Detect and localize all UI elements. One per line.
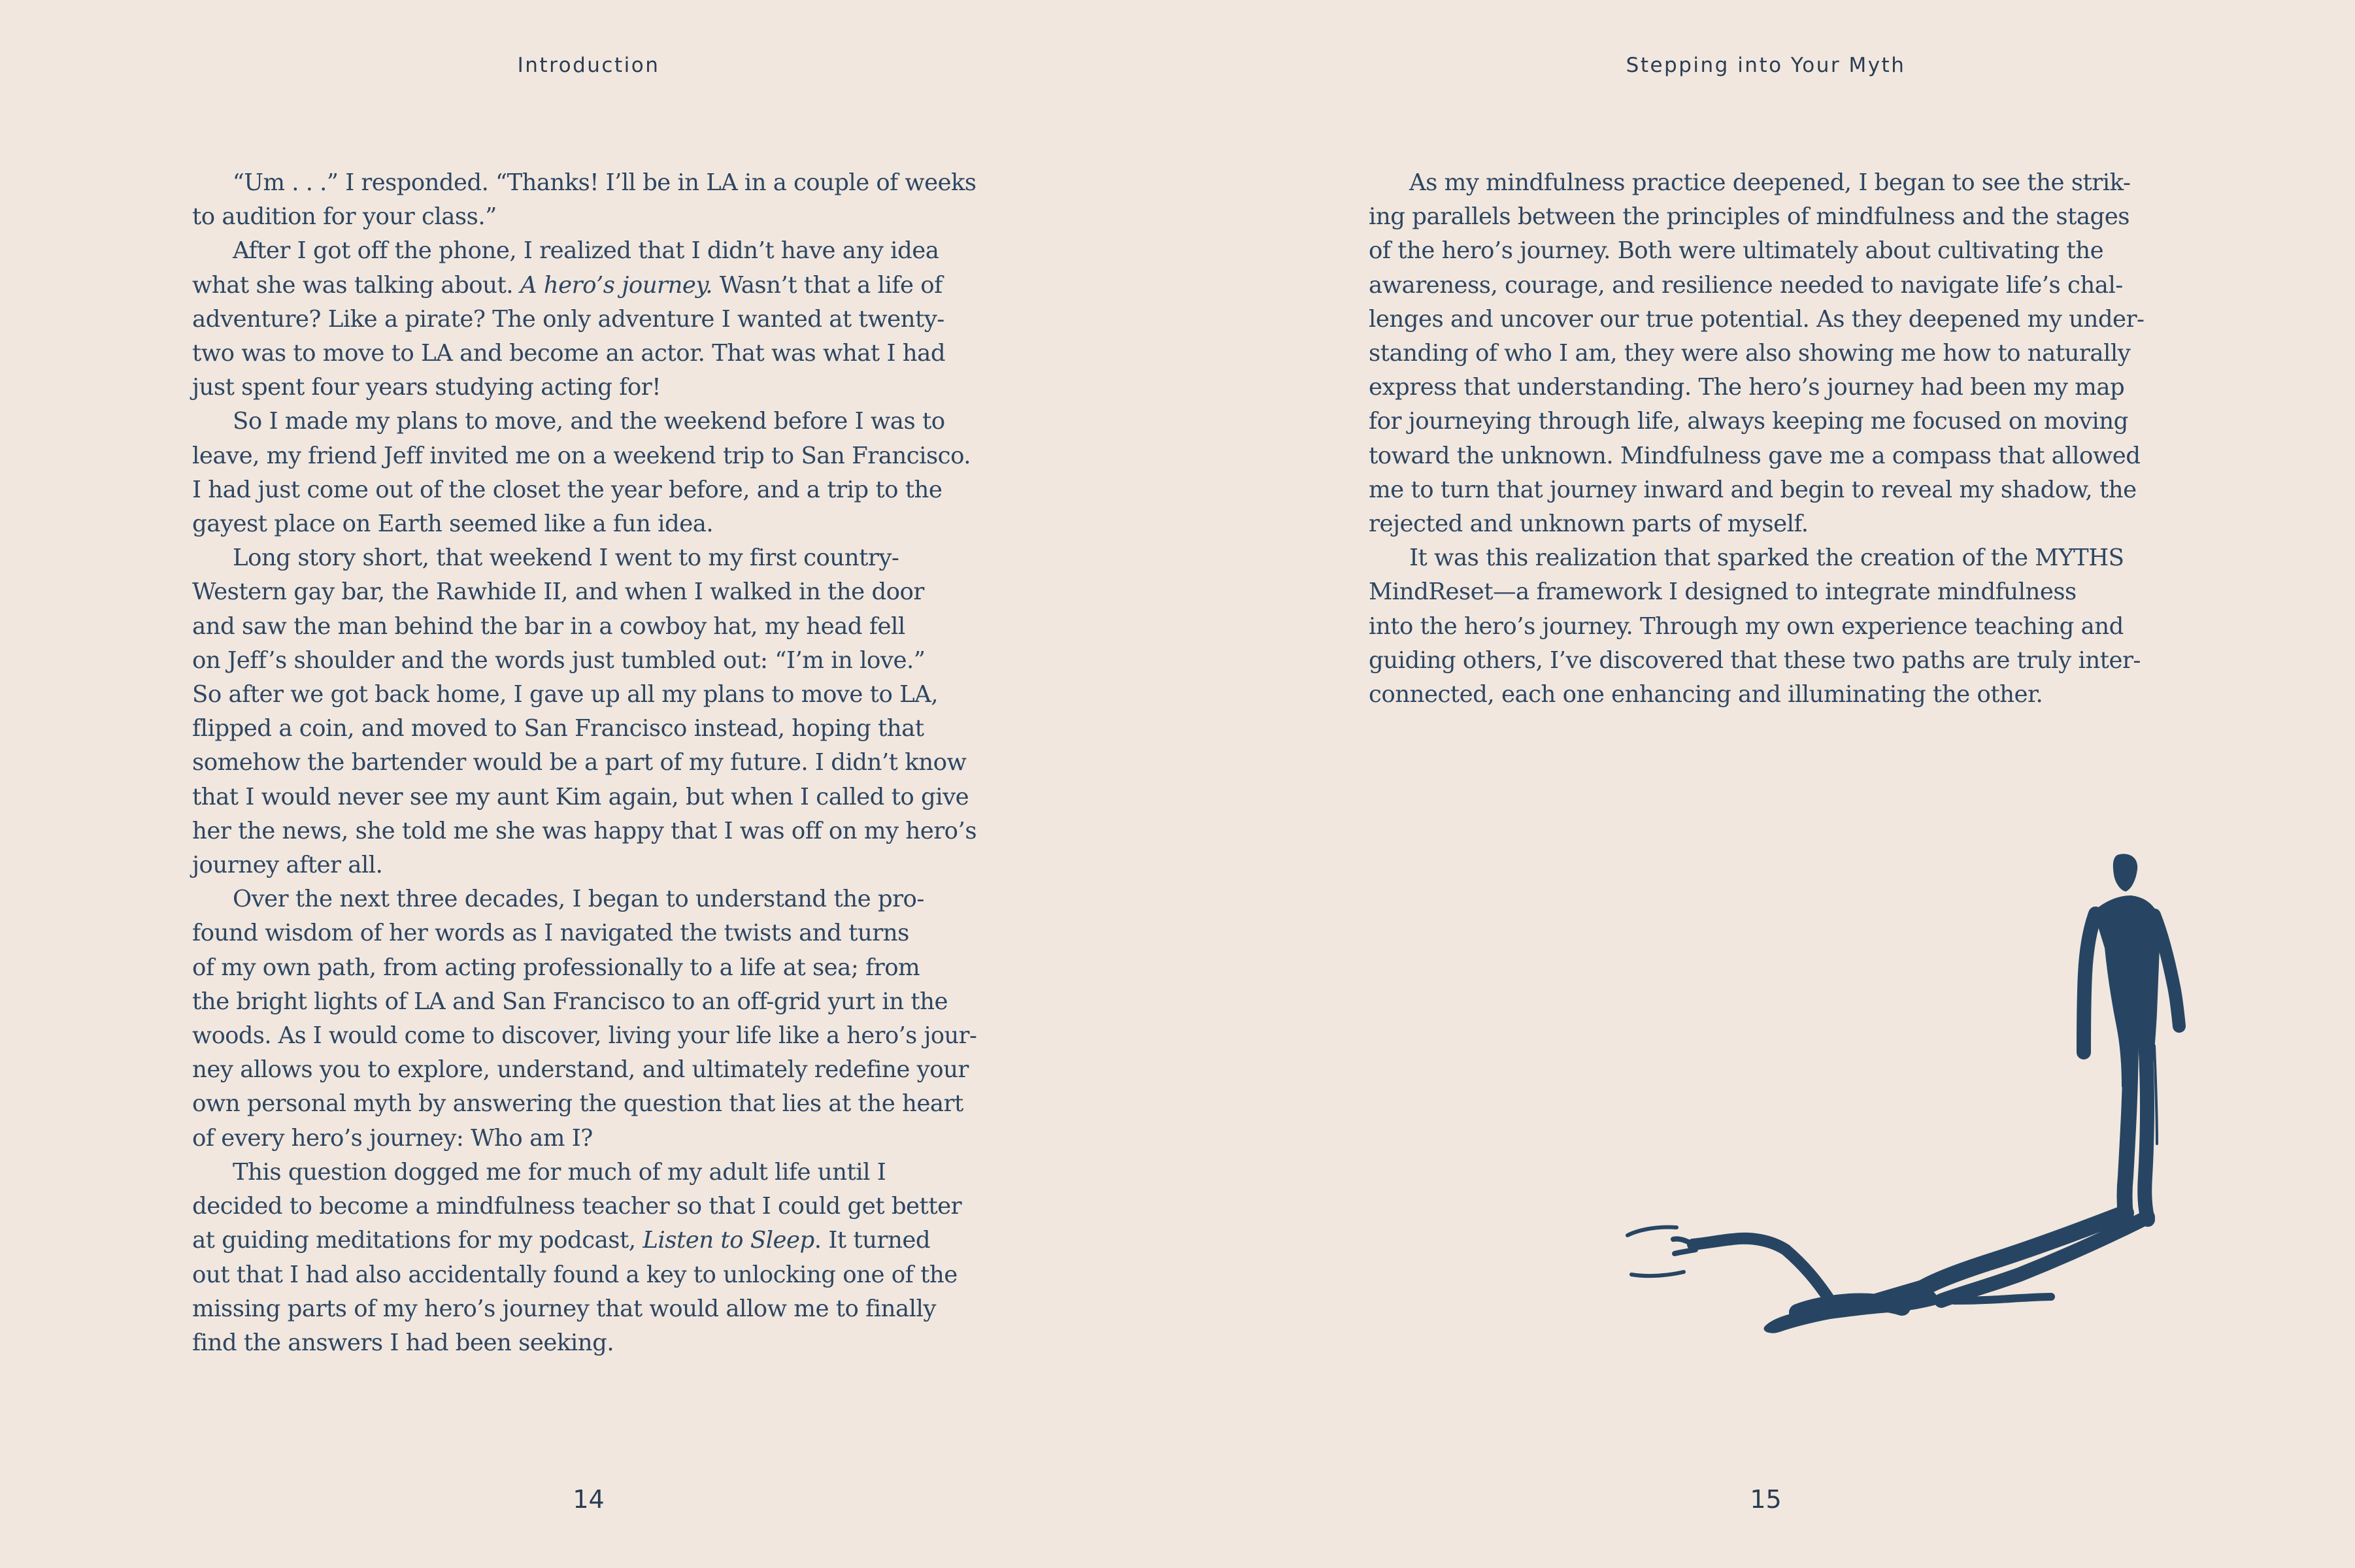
- text-line: [192, 337, 977, 371]
- text-line: [1369, 439, 2153, 473]
- text-segment: decided to become a mindfulness teacher so that I could get better: [192, 1193, 962, 1220]
- page-number-right: 15: [1750, 1485, 1782, 1514]
- text-line: [192, 473, 977, 507]
- text-line: [192, 678, 977, 712]
- text-segment: toward the unknown. Mindfulness gave me a compass that allowed: [1369, 442, 2141, 469]
- text-line: [1369, 610, 2153, 644]
- text-segment: on Jeff’s shoulder and the words just tumbled out: “I’m in love.”: [192, 646, 926, 674]
- page-number-left: 14: [573, 1485, 605, 1514]
- text-segment: her the news, she told me she was happy that I was off on my hero’s: [192, 817, 977, 844]
- text-line: [192, 1190, 977, 1224]
- text-segment: what she was talking about.: [192, 271, 520, 299]
- text-segment: gayest place on Earth seemed like a fun idea.: [192, 510, 714, 538]
- italic-title: A hero’s journey.: [520, 271, 713, 299]
- text-segment: somehow the bartender would be a part of my future. I didn’t know: [192, 749, 967, 776]
- text-line: [192, 405, 977, 439]
- text-line: [192, 610, 977, 644]
- text-line: [1369, 269, 2153, 303]
- text-segment: connected, each one enhancing and illuminating the other.: [1369, 681, 2043, 709]
- text-line: [1369, 303, 2153, 337]
- text-segment: for journeying through life, always keeping me focused on moving: [1369, 408, 2128, 435]
- text-line: [192, 1224, 977, 1258]
- text-segment: missing parts of my hero’s journey that would allow me to finally: [192, 1295, 936, 1322]
- text-segment: As my mindfulness practice deepened, I began to see the strik-: [1409, 169, 2131, 196]
- running-head-right: Stepping into Your Myth: [1626, 54, 1906, 77]
- text-line: [192, 1326, 977, 1360]
- text-line: [192, 269, 977, 303]
- text-line: [192, 1156, 977, 1190]
- text-segment: that I would never see my aunt Kim again, but when I called to give: [192, 783, 969, 810]
- text-line: [192, 1122, 977, 1156]
- text-line: [192, 507, 977, 541]
- text-line: [1369, 405, 2153, 439]
- text-line: [192, 1258, 977, 1292]
- text-segment: So after we got back home, I gave up all my plans to move to LA,: [192, 681, 939, 709]
- text-line: [1369, 166, 2153, 200]
- text-line: [192, 951, 977, 985]
- left-page-body: [192, 166, 977, 1360]
- text-segment: I had just come out of the closet the year before, and a trip to the: [192, 476, 943, 503]
- text-line: [192, 439, 977, 473]
- text-segment: Western gay bar, the Rawhide II, and when I walked in the door: [192, 578, 924, 606]
- text-line: [1369, 200, 2153, 234]
- text-segment: of every hero’s journey: Who am I?: [192, 1124, 593, 1152]
- text-line: [192, 1292, 977, 1326]
- text-segment: into the hero’s journey. Through my own experience teaching and: [1369, 612, 2124, 640]
- text-line: [192, 303, 977, 337]
- text-segment: Wasn’t that a life of: [712, 271, 943, 299]
- text-segment: This question dogged me for much of my adult life until I: [233, 1158, 886, 1186]
- text-segment: express that understanding. The hero’s journey had been my map: [1369, 374, 2125, 401]
- text-line: [1369, 473, 2153, 507]
- text-segment: at guiding meditations for my podcast,: [192, 1227, 643, 1254]
- text-line: [192, 746, 977, 780]
- text-line: [192, 848, 977, 882]
- text-segment: journey after all.: [192, 852, 383, 879]
- text-segment: So I made my plans to move, and the weekend before I was to: [233, 408, 945, 435]
- text-segment: ney allows you to explore, understand, and ultimately redefine your: [192, 1056, 969, 1084]
- left-page: [0, 0, 1177, 1568]
- text-line: [192, 166, 977, 200]
- text-line: [1369, 541, 2153, 575]
- text-line: [1369, 507, 2153, 541]
- text-segment: adventure? Like a pirate? The only adventure I wanted at twenty-: [192, 305, 944, 333]
- text-segment: Long story short, that weekend I went to my first country-: [233, 544, 899, 572]
- text-segment: woods. As I would come to discover, living your life like a hero’s jour-: [192, 1022, 977, 1050]
- text-segment: rejected and unknown parts of myself.: [1369, 510, 1809, 538]
- text-line: [192, 644, 977, 678]
- running-head-left: Introduction: [517, 54, 660, 77]
- text-segment: of my own path, from acting professionally to a life at sea; from: [192, 954, 920, 981]
- text-line: [192, 780, 977, 814]
- text-segment: It was this realization that sparked the creation of the MYTHS: [1409, 544, 2124, 572]
- text-line: [1369, 678, 2153, 712]
- text-segment: find the answers I had been seeking.: [192, 1329, 614, 1356]
- text-line: [1369, 644, 2153, 678]
- text-segment: “Um . . .” I responded. “Thanks! I’ll be in LA in a couple of weeks: [232, 169, 977, 196]
- figure-with-shadow-illustration: [1614, 850, 2203, 1333]
- text-segment: . It turned: [814, 1227, 931, 1254]
- text-line: [192, 814, 977, 848]
- text-segment: out that I had also accidentally found a key to unlocking one of the: [192, 1261, 958, 1288]
- text-segment: own personal myth by answering the question that lies at the heart: [192, 1090, 963, 1118]
- italic-title: Listen to Sleep: [643, 1227, 814, 1254]
- text-line: [1369, 337, 2153, 371]
- text-segment: and saw the man behind the bar in a cowboy hat, my head fell: [192, 612, 905, 640]
- text-line: [1369, 234, 2153, 268]
- right-page-body: [1369, 166, 2153, 712]
- text-line: [192, 541, 977, 575]
- text-line: [192, 882, 977, 916]
- text-segment: leave, my friend Jeff invited me on a weekend trip to San Francisco.: [192, 442, 971, 469]
- text-segment: After I got off the phone, I realized that I didn’t have any idea: [233, 237, 939, 265]
- text-line: [192, 200, 977, 234]
- text-segment: MindReset—a framework I designed to integrate mindfulness: [1369, 578, 2077, 606]
- text-segment: me to turn that journey inward and begin to reveal my shadow, the: [1369, 476, 2137, 503]
- text-segment: flipped a coin, and moved to San Francisco instead, hoping that: [192, 715, 924, 742]
- text-segment: found wisdom of her words as I navigated the twists and turns: [192, 920, 909, 947]
- text-line: [192, 1019, 977, 1053]
- text-line: [192, 1087, 977, 1121]
- text-segment: lenges and uncover our true potential. As they deepened my under-: [1369, 305, 2145, 333]
- text-line: [192, 234, 977, 268]
- text-segment: two was to move to LA and become an actor. That was what I had: [192, 340, 946, 367]
- text-segment: just spent four years studying acting for!: [192, 374, 661, 401]
- text-segment: the bright lights of LA and San Francisco to an off-grid yurt in the: [192, 988, 948, 1015]
- text-line: [192, 575, 977, 609]
- text-line: [1369, 371, 2153, 405]
- text-segment: guiding others, I’ve discovered that these two paths are truly inter-: [1369, 646, 2141, 674]
- text-line: [192, 1053, 977, 1087]
- text-segment: Over the next three decades, I began to understand the pro-: [233, 886, 924, 913]
- text-line: [192, 712, 977, 746]
- text-segment: awareness, courage, and resilience needed to navigate life’s chal-: [1369, 271, 2123, 299]
- text-line: [192, 916, 977, 950]
- text-segment: ing parallels between the principles of mindfulness and the stages: [1369, 203, 2130, 231]
- text-line: [192, 371, 977, 405]
- text-segment: of the hero’s journey. Both were ultimately about cultivating the: [1369, 237, 2104, 265]
- text-line: [1369, 575, 2153, 609]
- text-line: [192, 985, 977, 1019]
- text-segment: to audition for your class.”: [192, 203, 497, 231]
- text-segment: standing of who I am, they were also showing me how to naturally: [1369, 340, 2131, 367]
